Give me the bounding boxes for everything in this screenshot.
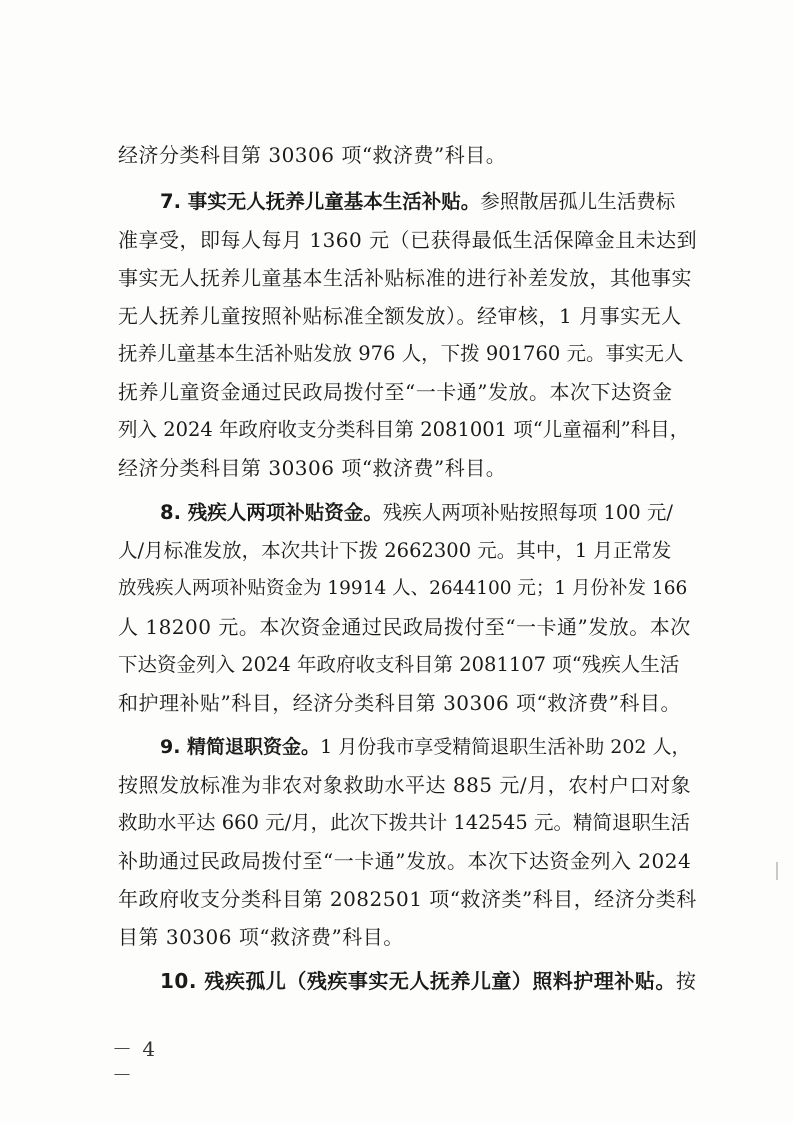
section-heading: 8. 残疾人两项补贴资金。 (160, 501, 383, 524)
section-heading-line: 9. 精简退职资金。1 月份我市享受精简退职生活补助 202 人， (160, 736, 691, 758)
section-heading-line: 8. 残疾人两项补贴资金。残疾人两项补贴按照每项 100 元/ (160, 501, 673, 524)
body-line: 准享受，即每人每月 1360 元（已获得最低生活保障金且未达到 (118, 228, 698, 252)
section-heading: 7. 事实无人抚养儿童基本生活补贴。 (160, 190, 481, 213)
body-line: 按照发放标准为非农对象救助水平达 885 元/月，农村户口对象 (118, 773, 692, 797)
section-heading: 9. 精简退职资金。 (160, 736, 321, 758)
body-line: 抚养儿童资金通过民政局拨付至“一卡通”发放。本次下达资金 (118, 380, 673, 404)
body-line: 救助水平达 660 元/月，此次下拨共计 142545 元。精简退职生活 (118, 811, 691, 834)
body-line: 经济分类科目第 30306 项“救济费”科目。 (118, 143, 507, 167)
body-line: 无人抚养儿童按照补贴标准全额发放）。经审核，1 月事实无人 (118, 304, 682, 328)
section-heading: 10. 残疾孤儿（残疾事实无人抚养儿童）照料护理补贴。 (160, 969, 676, 993)
body-line: 人/月标准发放，本次共计下拨 2662300 元。其中，1 月正常发 (118, 539, 672, 562)
body-line: 放残疾人两项补贴资金为 19914 人、2644100 元；1 月份补发 166 (118, 578, 688, 599)
body-line: 补助通过民政局拨付至“一卡通”发放。本次下达资金列入 2024 (118, 849, 692, 873)
body-line: 列入 2024 年政府收支分类科目第 2081001 项“儿童福利”科目， (118, 418, 690, 441)
body-line: 目第 30306 项“救济费”科目。 (118, 925, 404, 949)
section-heading-line: 10. 残疾孤儿（残疾事实无人抚养儿童）照料护理补贴。按 (160, 969, 697, 993)
body-line: 经济分类科目第 30306 项“救济费”科目。 (118, 456, 507, 480)
page-number: － 4 － (112, 1037, 158, 1087)
body-line: 抚养儿童基本生活补贴发放 976 人，下拨 901760 元。事实无人 (118, 342, 684, 365)
scan-edge-mark (776, 862, 778, 880)
body-line: 和护理补贴”科目，经济分类科目第 30306 项“救济费”科目。 (118, 691, 682, 715)
body-line: 下达资金列入 2024 年政府收支科目第 2081107 项“残疾人生活 (118, 653, 680, 676)
body-line: 年政府收支分类科目第 2082501 项“救济类”科目，经济分类科 (118, 887, 697, 911)
body-line: 人 18200 元。本次资金通过民政局拨付至“一卡通”发放。本次 (118, 615, 691, 639)
body-line: 事实无人抚养儿童基本生活补贴标准的进行补差发放，其他事实 (118, 266, 692, 290)
section-heading-line: 7. 事实无人抚养儿童基本生活补贴。参照散居孤儿生活费标 (160, 190, 676, 213)
